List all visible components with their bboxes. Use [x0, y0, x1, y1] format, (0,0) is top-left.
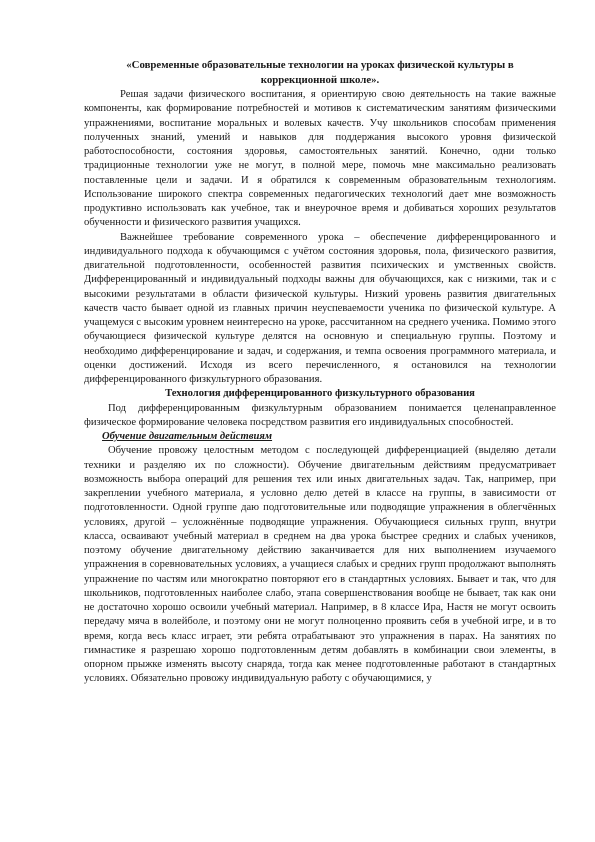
paragraph-intro: Решая задачи физического воспитания, я ориентирую свою деятельность на такие важные компоненты, как формирование потребностей и мотивов к систематическим занятиям физическими упражнениями, воспитание моральных и волевых качеств. Учу школьников способам применения полученных знаний, умений и навыков для поддержания высокого уровня физической работоспособности, состояния здоровья, самостоятельных занятий. Конечно, одни только традиционные технологии уже не могут, в полной мере, помочь мне максимально реализовать поставленные цели и задачи. И я обратился к современным образовательным технологиям. Использование широкого спектра современных педагогических технологий дает мне возможность продуктивно использовать как учебное, так и внеурочное время и добиваться хороших результатов обученности и физического развития учащихся.	[84, 89, 556, 229]
section-heading: Технология дифференцированного физкультурного образования	[165, 388, 475, 400]
subsection-heading: Обучение двигательным действиям	[102, 431, 273, 442]
paragraph-requirements: Важнейшее требование современного урока – обеспечение дифференцированного и индивидуального подхода к обучающимся с учётом состояния здоровья, пола, физического развития, двигательной подготовленности, особенностей развития психических и умственных свойств. Дифференцированный и индивидуальный подходы важны для обучающихся, как с низкими, так и с высокими результатами в области физической культуры. Низкий уровень развития двигательных качеств часто бывает одной из главных причин неуспеваемости ученика по физической культуре. А учащемуся с высоким уровнем неинтересно на уроке, рассчитанном на среднего ученика. Помимо этого обучающиеся физической культуре делятся на основную и специальную группы. Поэтому и необходимо дифференцирование и задач, и содержания, и темпа освоения программного материала, и оценки достижений. Исходя из всего перечисленного, я остановился на технологии дифференцированного физкультурного образования.	[84, 231, 557, 385]
document-title: «Современные образовательные технологии на уроках физической культуры в коррекционной школе».	[126, 59, 514, 86]
section-paragraph: Под дифференцированным физкультурным образованием понимается целенаправленное физическое формирование человека посредством развития его индивидуальных способностей.	[84, 402, 556, 428]
title-container	[84, 58, 556, 87]
document-body	[84, 58, 556, 687]
subsection-paragraph: Обучение провожу целостным методом с последующей дифференциацией (выделяю детали техники и разделяю их по сложности). Обучение двигательным действиям предусматривает возможность выбора операций для решения тех или иных двигательных задач. Так, например, при закреплении учебного материала, я условно делю детей в классе на группы, в зависимости от подготовленности. Одной группе даю подготовительные или подводящие упражнения в облегчённых условиях, другой – усложнённые подводящие упражнения. Обучающиеся сильных групп, внутри класса, осваивают учебный материал в среднем на два урока быстрее средних и слабых учеников, поэтому обучение двигательному действию заканчивается для них выполнением изучаемого упражнения в соревновательных условиях, а учащиеся слабых и средних групп продолжают выполнять упражнение по частям или многократно повторяют его в стандартных условиях. Бывает и так, что для школьников, подготовленных наиболее слабо, этапа совершенствования вообще не бывает, так как они не достаточно хорошо освоили учебный материал. Например, в 8 классе Ира, Настя не могут освоить передачу мяча в волейболе, и поэтому они не могут полноценно проявить себя в учебной игре, и в то время, когда весь класс играет, эти ребята отрабатывают это упражнения в парах. На занятиях по гимнастике я разрешаю хорошо подготовленным детям добавлять в комбинации свои элементы, в опорном прыжке изменять высоту снаряда, тогда как менее подготовленные работают в стандартных условиях. Обязательно провожу индивидуальную работу с обучающимися, у	[84, 445, 556, 685]
